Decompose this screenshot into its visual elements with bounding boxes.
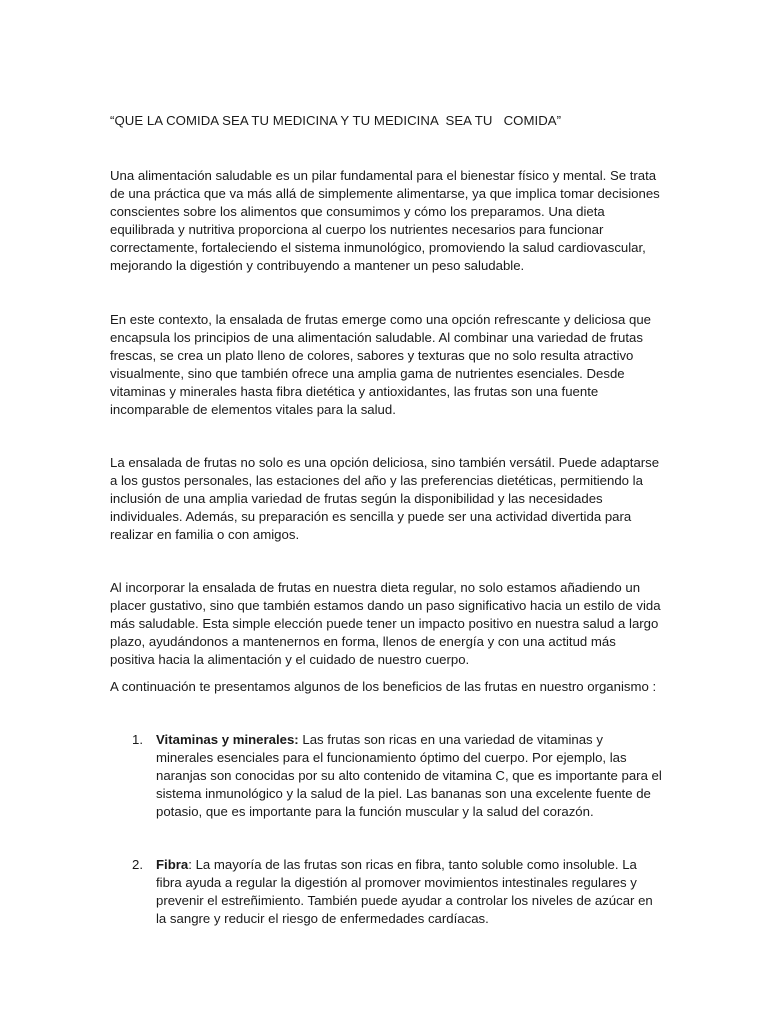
list-item-body (156, 856, 662, 928)
list-item-body (156, 731, 662, 821)
document-title: “QUE LA COMIDA SEA TU MEDICINA Y TU MEDICINA SEA TU COMIDA” (110, 113, 562, 128)
paragraph-context: En este contexto, la ensalada de frutas emerge como una opción refrescante y deliciosa que encapsula los principios de una alimentación saludable. Al combinar una variedad de frutas frescas, se crea un plato lleno de colores, sabores y texturas que no solo resulta atractivo visualmente, sino que también ofrece una amplia gama de nutrientes esenciales. Desde vitaminas y minerales hasta fibra dietética y antioxidantes, las frutas son una fuente incomparable de elementos vitales para la salud. (110, 312, 652, 417)
list-item-text: Las frutas son ricas en una variedad de vitaminas y minerales esenciales para el funcionamiento óptimo del cuerpo. Por ejemplo, las naranjas son conocidas por su alto contenido de vitamina C, que es importante para el sistema inmunológico y la salud de la piel. Las bananas son una excelente fuente de potasio, que es importante para la función muscular y la salud del corazón. (156, 732, 662, 819)
paragraph-versatility: La ensalada de frutas no solo es una opción deliciosa, sino también versátil. Puede adaptarse a los gustos personales, las estaciones del año y las preferencias dietéticas, permitiendo la inclusión de una amplia variedad de frutas según la disponibilidad y las necesidades individuales. Además, su preparación es sencilla y puede ser una actividad divertida para realizar en familia o con amigos. (110, 455, 660, 542)
list-item-term: Fibra (156, 857, 189, 872)
list-item-number: 1. (132, 732, 143, 747)
list-item-text: : La mayoría de las frutas son ricas en fibra, tanto soluble como insoluble. La fibra ayuda a regular la digestión al promover movimientos intestinales regulares y prevenir el estreñimiento. También puede ayudar a controlar los niveles de azúcar en la sangre y reducir el riesgo de enfermedades cardíacas. (156, 857, 653, 926)
paragraph-incorporation: Al incorporar la ensalada de frutas en nuestra dieta regular, no solo estamos añadiendo un placer gustativo, sino que también estamos dando un paso significativo hacia un estilo de vida más saludable. Esta simple elección puede tener un impacto positivo en nuestra salud a largo plazo, ayudándonos a mantenernos en forma, llenos de energía y con una actitud más positiva hacia la alimentación y el cuidado de nuestro cuerpo. (110, 580, 661, 667)
paragraph-benefits-intro: A continuación te presentamos algunos de los beneficios de las frutas en nuestro organismo : (110, 679, 657, 694)
paragraph-intro: Una alimentación saludable es un pilar fundamental para el bienestar físico y mental. Se trata de una práctica que va más allá de simplemente alimentarse, ya que implica tomar decisiones conscientes sobre los alimentos que consumimos y cómo los preparamos. Una dieta equilibrada y nutritiva proporciona al cuerpo los nutrientes necesarios para funcionar correctamente, fortaleciendo el sistema inmunológico, promoviendo la salud cardiovascular, mejorando la digestión y contribuyendo a mantener un peso saludable. (110, 168, 660, 273)
list-item-term: Vitaminas y minerales: (156, 732, 299, 747)
list-item-number: 2. (132, 857, 143, 872)
